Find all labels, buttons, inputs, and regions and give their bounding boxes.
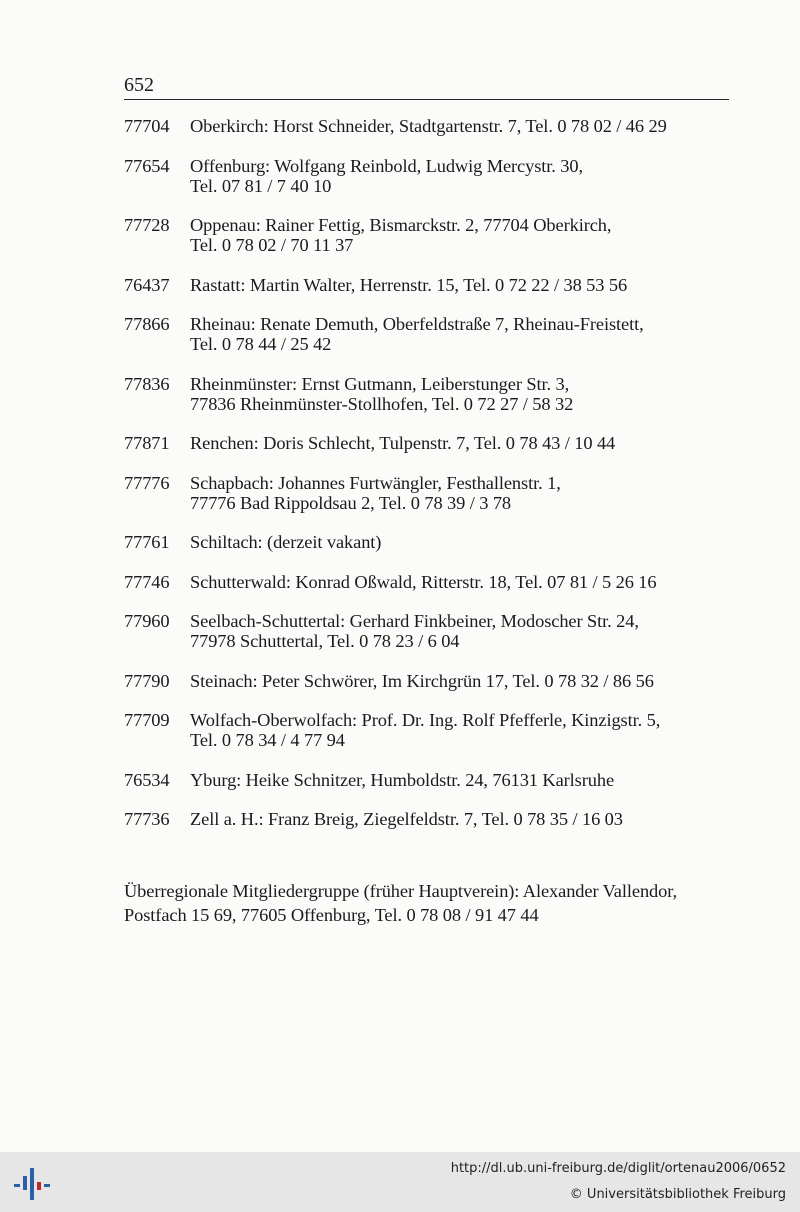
entry-contact (190, 809, 744, 829)
entry-contact (190, 572, 744, 592)
entry-line: Tel. 0 78 02 / 70 11 37 (190, 235, 354, 255)
postal-code: 77871 (124, 433, 170, 453)
entry-contact (190, 710, 744, 750)
entry-line: Oberkirch: Horst Schneider, Stadtgartenstr. 7, Tel. 0 78 02 / 46 29 (190, 116, 667, 136)
note-line: Überregionale Mitgliedergruppe (früher Hauptverein): Alexander Vallendor, (124, 881, 678, 901)
list-item (124, 156, 744, 196)
entry-contact (190, 433, 744, 453)
list-item (124, 473, 744, 513)
entry-line: Wolfach-Oberwolfach: Prof. Dr. Ing. Rolf Pfefferle, Kinzigstr. 5, (190, 710, 661, 730)
postal-code: 77761 (124, 532, 170, 552)
source-url-link[interactable]: http://dl.ub.uni-freiburg.de/diglit/ortenau2006/0652 (450, 1161, 786, 1176)
entry-contact (190, 374, 744, 414)
entry-line: Oppenau: Rainer Fettig, Bismarckstr. 2, 77704 Oberkirch, (190, 215, 612, 235)
list-item (124, 374, 744, 414)
postal-code: 77836 (124, 373, 170, 394)
ub-freiburg-logo-icon (12, 1164, 52, 1204)
entry-contact (190, 473, 744, 513)
postal-code: 77776 (124, 472, 170, 493)
entry-line: Offenburg: Wolfgang Reinbold, Ludwig Mercystr. 30, (190, 155, 583, 176)
list-item (124, 532, 744, 552)
list-item (124, 433, 744, 453)
entry-line: Zell a. H.: Franz Breig, Ziegelfeldstr. 7, Tel. 0 78 35 / 16 03 (190, 809, 623, 829)
postal-code: 77736 (124, 809, 170, 829)
list-item (124, 116, 744, 136)
entry-line: 77776 Bad Rippoldsau 2, Tel. 0 78 39 / 3 78 (190, 492, 512, 513)
entry-line: Schiltach: (derzeit vakant) (190, 532, 382, 552)
entry-line: Rheinau: Renate Demuth, Oberfeldstraße 7, Rheinau-Freistett, (190, 314, 644, 334)
entry-contact (190, 770, 744, 790)
copyright-notice: © Universitätsbibliothek Freiburg (569, 1187, 786, 1202)
member-directory-list (124, 116, 744, 849)
entry-contact (190, 314, 744, 354)
supraregional-group-note (124, 879, 744, 927)
library-footer-bar (0, 1152, 800, 1212)
list-item (124, 770, 744, 790)
postal-code: 77746 (124, 571, 170, 592)
entry-line: 77978 Schuttertal, Tel. 0 78 23 / 6 04 (190, 631, 460, 651)
page-number: 652 (124, 74, 154, 96)
entry-line: 77836 Rheinmünster-Stollhofen, Tel. 0 72 27 / 58 32 (190, 393, 574, 414)
postal-code: 76534 (124, 769, 170, 790)
list-item (124, 611, 744, 651)
entry-line: Tel. 0 78 34 / 4 77 94 (190, 730, 345, 750)
list-item (124, 215, 744, 255)
list-item (124, 809, 744, 829)
entry-contact (190, 275, 744, 295)
entry-line: Rastatt: Martin Walter, Herrenstr. 15, Tel. 0 72 22 / 38 53 56 (190, 274, 628, 295)
list-item (124, 671, 744, 691)
entry-line: Renchen: Doris Schlecht, Tulpenstr. 7, Tel. 0 78 43 / 10 44 (190, 433, 616, 453)
entry-line: Steinach: Peter Schwörer, Im Kirchgrün 17, Tel. 0 78 32 / 86 56 (190, 670, 654, 691)
entry-line: Schapbach: Johannes Furtwängler, Festhallenstr. 1, (190, 472, 561, 493)
entry-line: Yburg: Heike Schnitzer, Humboldstr. 24, 76131 Karlsruhe (190, 769, 615, 790)
entry-contact (190, 156, 744, 196)
postal-code: 77866 (124, 314, 170, 334)
entry-line: Tel. 0 78 44 / 25 42 (190, 334, 332, 354)
note-line: Postfach 15 69, 77605 Offenburg, Tel. 0 78 08 / 91 47 44 (124, 905, 539, 925)
header-rule (124, 99, 729, 100)
postal-code: 77960 (124, 611, 170, 631)
entry-contact (190, 532, 744, 552)
entry-line: Schutterwald: Konrad Oßwald, Ritterstr. 18, Tel. 07 81 / 5 26 16 (190, 571, 657, 592)
postal-code: 77654 (124, 155, 170, 176)
entry-contact (190, 215, 744, 255)
list-item (124, 314, 744, 354)
postal-code: 77704 (124, 116, 170, 136)
list-item (124, 275, 744, 295)
entry-line: Tel. 07 81 / 7 40 10 (190, 175, 332, 196)
entry-contact (190, 116, 744, 136)
list-item (124, 710, 744, 750)
postal-code: 77790 (124, 670, 170, 691)
entry-line: Seelbach-Schuttertal: Gerhard Finkbeiner, Modoscher Str. 24, (190, 611, 639, 631)
postal-code: 77728 (124, 215, 170, 235)
list-item (124, 572, 744, 592)
entry-line: Rheinmünster: Ernst Gutmann, Leiberstunger Str. 3, (190, 373, 570, 394)
postal-code: 77709 (124, 710, 170, 730)
postal-code: 76437 (124, 274, 170, 295)
entry-contact (190, 671, 744, 691)
entry-contact (190, 611, 744, 651)
